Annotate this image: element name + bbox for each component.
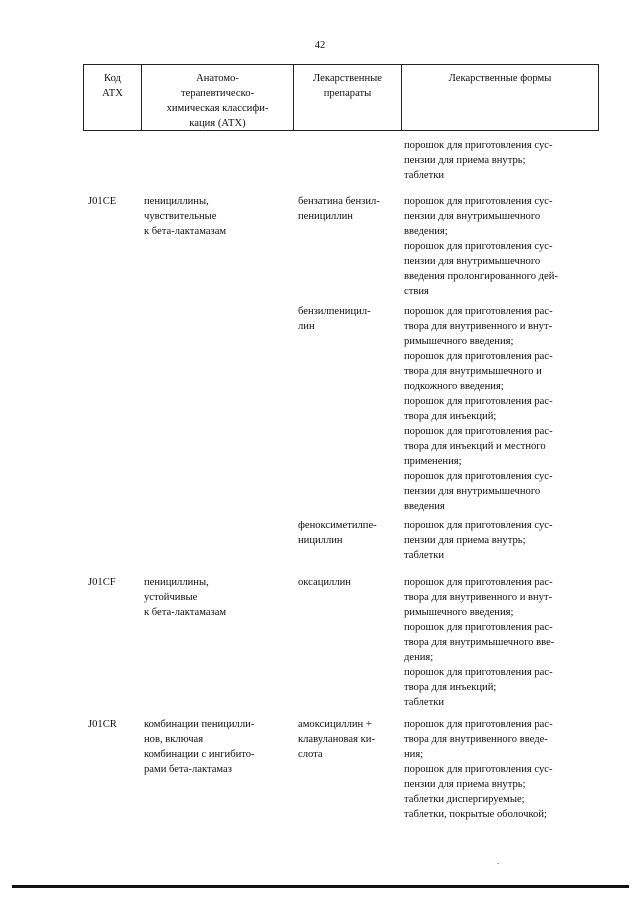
drug-forms: порошок для приготовления сус- пензии для внутримышечного введения; порошок для приготовления сус- пензии для внутримышечного введения пролонгированного дей- ствия [404, 196, 558, 297]
drug-name: бензилпеницил- лин [298, 306, 371, 332]
drug-name: бензатина бензил- пенициллин [298, 196, 380, 222]
bottom-rule [12, 885, 629, 888]
scan-speck [497, 863, 499, 864]
atc-classification: пенициллины, чувствительные к бета-лактамазам [144, 196, 227, 237]
drug-forms: порошок для приготовления рас- твора для внутривенного и внут- римышечного введения; порошок для приготовления рас- твора для внутримышечного вве- дения; порошок для приготовления рас- твора для инъекций; таблетки [404, 577, 555, 708]
atc-code: J01CR [88, 719, 117, 730]
continuation-forms: порошок для приготовления сус- пензии для приема внутрь; таблетки [404, 140, 553, 181]
atc-classification: пенициллины, устойчивые к бета-лактамазам [144, 577, 227, 618]
header-classification: Анатомо- терапевтическо- химическая классифи- кация (АТХ) [141, 65, 293, 130]
header-forms: Лекарственные формы [401, 65, 598, 130]
header-drugs: Лекарственные препараты [293, 65, 401, 130]
drug-name: феноксиметилпе- нициллин [298, 520, 377, 546]
atc-code: J01CF [88, 577, 116, 588]
drug-name: амоксициллин + клавулановая ки- слота [298, 719, 375, 760]
atc-classification: комбинации пеницилли- нов, включая комбинации с ингибито- рами бета-лактамаз [144, 719, 255, 775]
table-header [83, 64, 599, 131]
page-number: 42 [314, 40, 326, 51]
drug-forms: порошок для приготовления рас- твора для внутривенного и внут- римышечного введения; порошок для приготовления рас- твора для внутримышечного и подкожного введения; порошок для приготовления рас- твора для инъекций; порошок для приготовления рас- твора для инъекций и местного применения; порошок для приготовления сус- пензии для внутримышечного введения [404, 306, 553, 512]
drug-name: оксациллин [298, 577, 351, 588]
drug-forms: порошок для приготовления рас- твора для внутривенного введе- ния; порошок для приготовления сус- пензии для приема внутрь; таблетки диспергируемые; таблетки, покрытые оболочкой; [404, 719, 553, 820]
header-code: Код АТХ [102, 73, 123, 99]
drug-forms: порошок для приготовления сус- пензии для приема внутрь; таблетки [404, 520, 553, 561]
atc-code: J01CE [88, 196, 117, 207]
